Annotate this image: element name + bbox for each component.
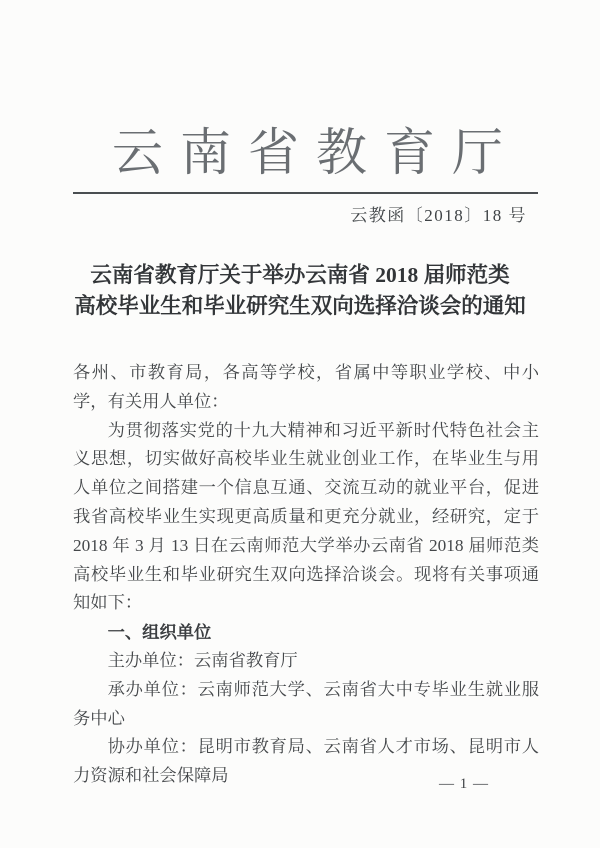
notice-body (73, 359, 539, 791)
page-number: — 1 — (439, 776, 489, 792)
organizer-unit-line: 承办单位：云南师范大学、云南省大中专毕业生就业服务中心 (73, 679, 539, 728)
section-heading-organizers: 一、组织单位 (107, 622, 212, 643)
letterhead-divider (73, 192, 538, 194)
document-number: 云教函〔2018〕18 号 (350, 206, 527, 225)
notice-title (30, 260, 570, 322)
notice-title-line-1: 云南省教育厅关于举办云南省 2018 届师范类 (90, 263, 510, 287)
salutation: 各州、市教育局，各高等学校，省属中等职业学校、中小学，有关用人单位： (73, 363, 539, 411)
letterhead-agency-title: 云南省教育厅 (111, 126, 520, 182)
co-organizer-unit-line: 协办单位：昆明市教育局、云南省人才市场、昆明市人力资源和社会保障局 (73, 737, 539, 786)
notice-title-line-2: 高校毕业生和毕业研究生双向选择洽谈会的通知 (74, 294, 526, 318)
host-unit-line: 主办单位：云南省教育厅 (107, 650, 298, 670)
intro-paragraph: 为贯彻落实党的十九大精神和习近平新时代特色社会主义思想，切实做好高校毕业生就业创业工作，在毕业生与用人单位之间搭建一个信息互通、交流互动的就业平台，促进我省高校毕业生实现更高质量和更充分就业，经研究，定于 2018 年 3 月 13 日在云南师范大学举办云南省 2018 届师范类高校毕业生和毕业研究生双向选择洽谈会。现将有关事项通知如下： (73, 420, 539, 613)
